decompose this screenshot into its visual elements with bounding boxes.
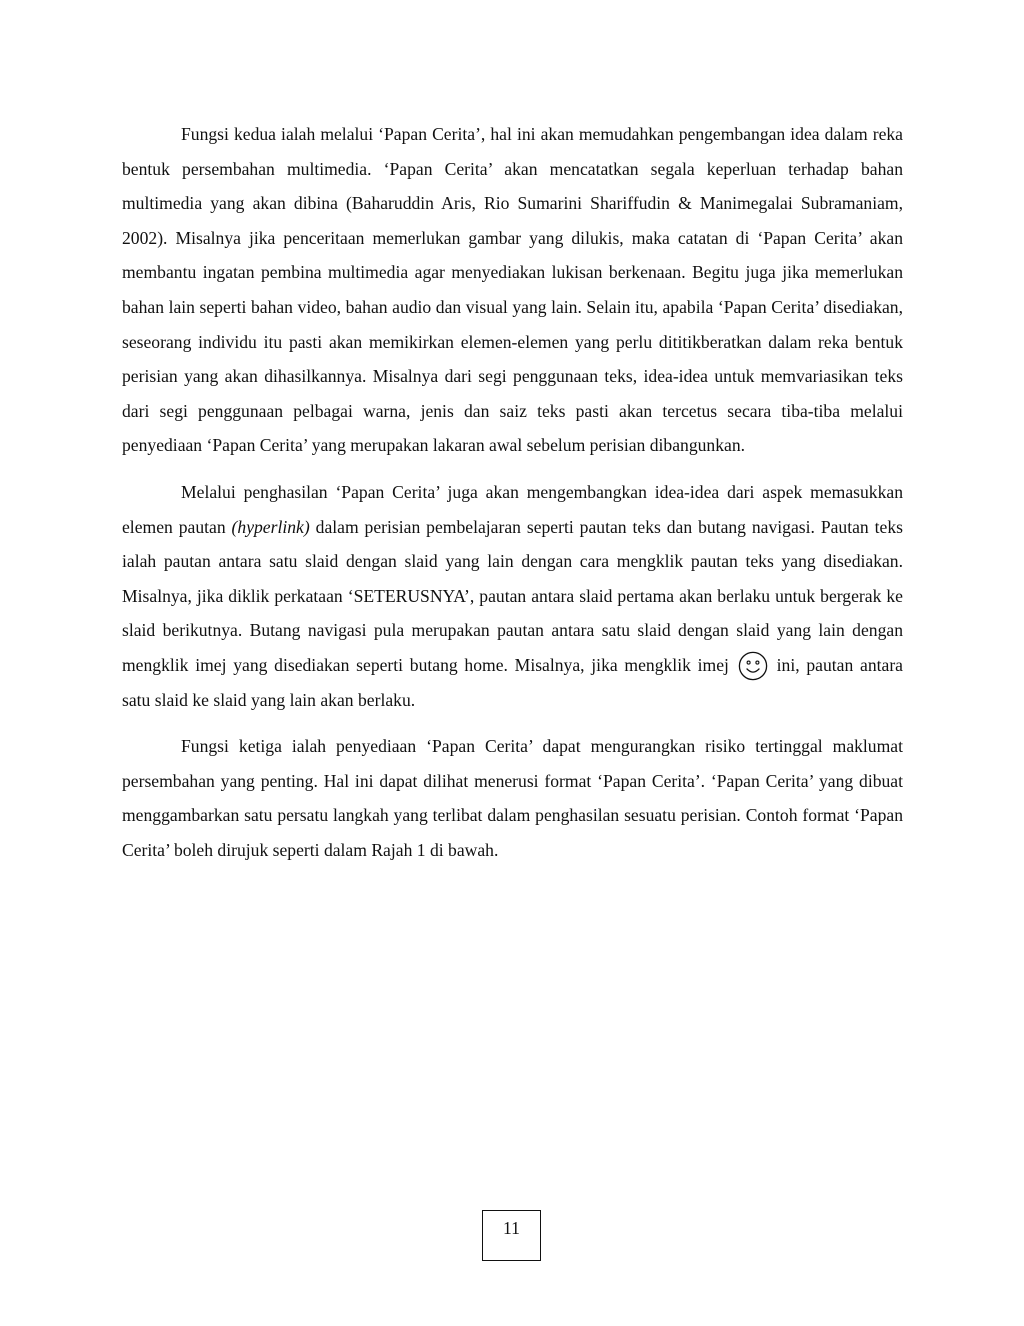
paragraph-2-text-c: ini, pautan antara satu slaid ke slaid yang lain akan berlaku. (122, 654, 903, 710)
body-text (122, 117, 903, 867)
paragraph-2-text-b: dalam perisian pembelajaran seperti pautan teks dan butang navigasi. Pautan teks ialah pautan antara satu slaid dengan slaid yang lain dengan cara mengklik pautan teks yang disediakan. Misalnya, jika diklik perkataan ‘SETERUSNYA’, pautan antara slaid pertama akan berlaku untuk bergerak ke slaid berikutnya. Butang navigasi pula merupakan pautan antara satu slaid dengan slaid yang lain dengan mengklik imej yang disediakan seperti butang home. Misalnya, jika mengklik imej (122, 516, 903, 675)
smiley-face-icon (738, 651, 768, 681)
paragraph-1: Fungsi kedua ialah melalui ‘Papan Cerita’, hal ini akan memudahkan pengembangan idea dalam reka bentuk persembahan multimedia. ‘Papan Cerita’ akan mencatatkan segala keperluan terhadap bahan multimedia yang akan dibina (Baharuddin Aris, Rio Sumarini Shariffudin & Manimegalai Subramaniam, 2002). Misalnya jika penceritaan memerlukan gambar yang dilukis, maka catatan di ‘Papan Cerita’ akan membantu ingatan pembina multimedia agar menyediakan lukisan berkenaan. Begitu juga jika memerlukan bahan lain seperti bahan video, bahan audio dan visual yang lain. Selain itu, apabila ‘Papan Cerita’ disediakan, seseorang individu itu pasti akan memikirkan elemen-elemen yang perlu dititikberatkan dalam reka bentuk perisian yang akan dihasilkannya. Misalnya dari segi penggunaan teks, idea-idea untuk memvariasikan teks dari segi penggunaan pelbagai warna, jenis dan saiz teks pasti akan tercetus secara tiba-tiba melalui penyediaan ‘Papan Cerita’ yang merupakan lakaran awal sebelum perisian dibangunkan. (122, 124, 903, 456)
hyperlink-term: (hyperlink) (231, 516, 310, 537)
paragraph-2-text-a: Melalui penghasilan ‘Papan Cerita’ juga akan mengembangkan idea-idea dari aspek memasukkan elemen pautan (122, 481, 903, 537)
paragraph-3: Fungsi ketiga ialah penyediaan ‘Papan Cerita’ dapat mengurangkan risiko tertinggal maklumat persembahan yang penting. Hal ini dapat dilihat menerusi format ‘Papan Cerita’. ‘Papan Cerita’ yang dibuat menggambarkan satu persatu langkah yang terlibat dalam penghasilan sesuatu perisian. Contoh format ‘Papan Cerita’ boleh dirujuk seperti dalam Rajah 1 di bawah. (122, 736, 903, 860)
page-number: 11 (482, 1210, 541, 1261)
paragraph-2 (122, 475, 903, 717)
